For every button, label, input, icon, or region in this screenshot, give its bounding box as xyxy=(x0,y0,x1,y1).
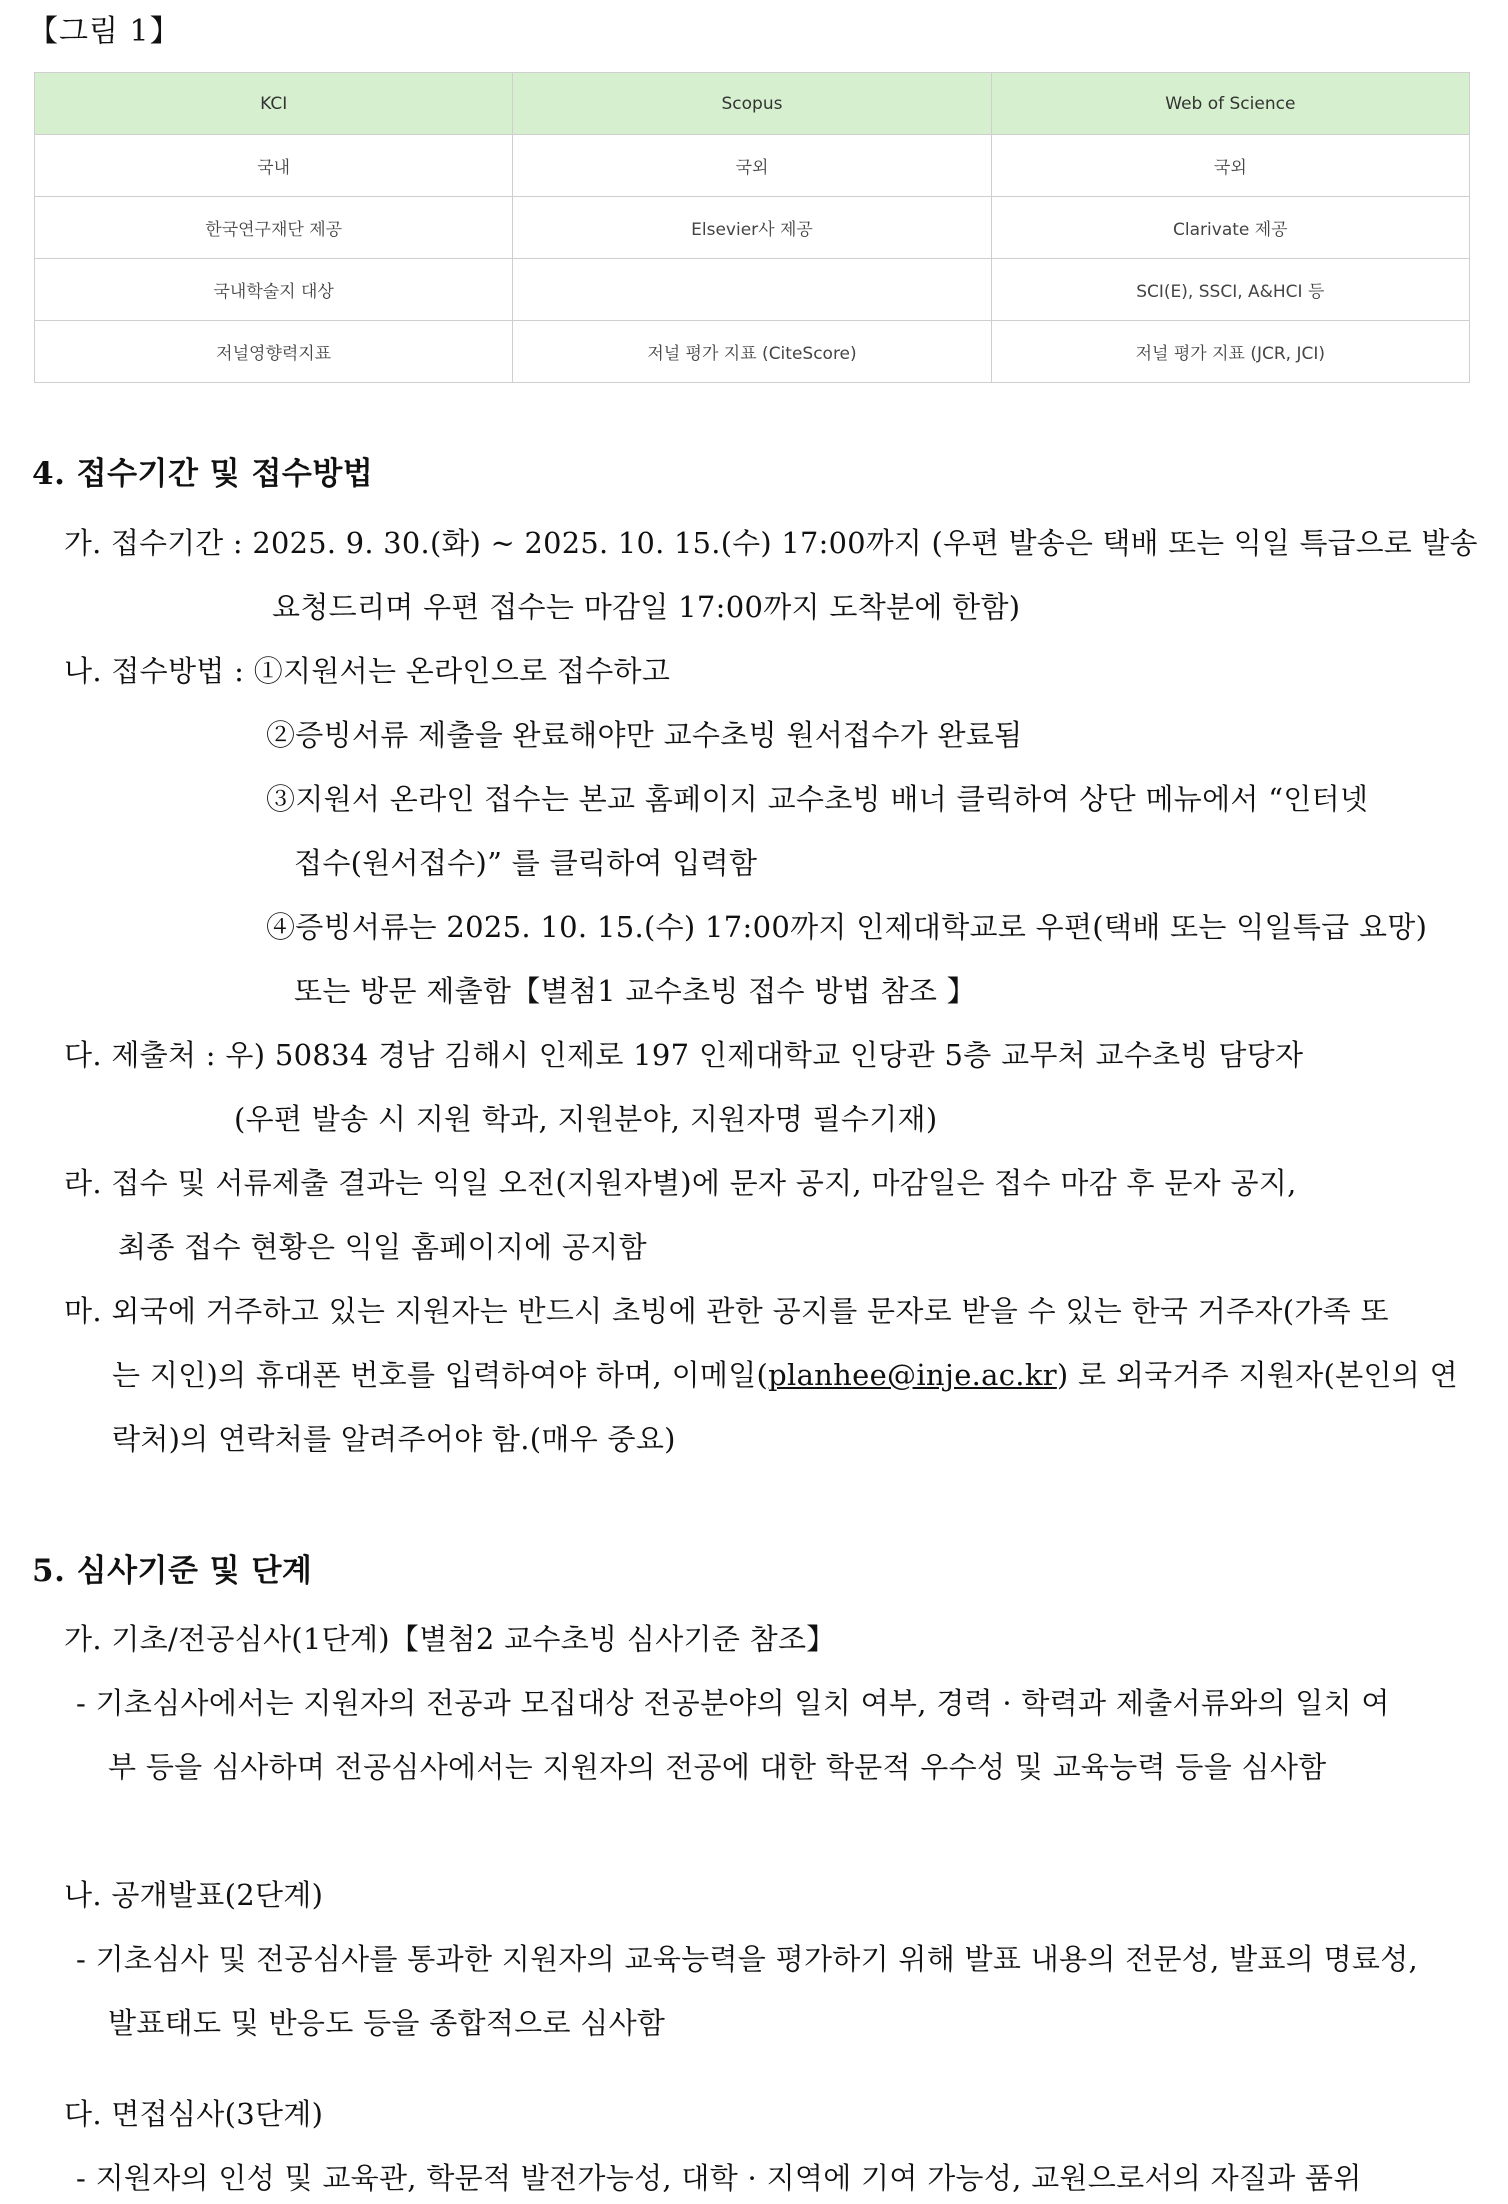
table-cell: 저널 평가 지표 (JCR, JCI) xyxy=(991,321,1469,383)
overseas-line-2-post: ) 로 외국거주 지원자(본인의 연 xyxy=(1056,1358,1458,1392)
stage1-desc-line-1: - 기초심사에서는 지원자의 전공과 모집대상 전공분야의 일치 여부, 경력 · 학력과 제출서류와의 일치 여 xyxy=(76,1686,1390,1720)
table-cell: 국내학술지 대상 xyxy=(35,259,513,321)
table-cell: 국내 xyxy=(35,135,513,197)
table-cell: SCI(E), SSCI, A&HCI 등 xyxy=(991,259,1469,321)
result-notice-line-1: 라. 접수 및 서류제출 결과는 익일 오전(지원자별)에 문자 공지, 마감일은 접수 마감 후 문자 공지, xyxy=(64,1166,1297,1200)
table-row xyxy=(35,135,1470,197)
stage3-desc-line-1: - 지원자의 인성 및 교육관, 학문적 발전가능성, 대학 · 지역에 기여 가능성, 교원으로서의 자질과 품위 xyxy=(76,2161,1362,2195)
table-cell xyxy=(513,259,991,321)
table-cell: 한국연구재단 제공 xyxy=(35,197,513,259)
submit-address-line-2: (우편 발송 시 지원 학과, 지원분야, 지원자명 필수기재) xyxy=(234,1102,938,1136)
method-line-6: 또는 방문 제출함【별첨1 교수초빙 접수 방법 참조 】 xyxy=(294,974,976,1008)
email-link[interactable]: planhee@inje.ac.kr xyxy=(768,1358,1057,1392)
header-cell: Scopus xyxy=(513,73,991,135)
table-cell: 국외 xyxy=(513,135,991,197)
method-line-3: ③지원서 온라인 접수는 본교 홈페이지 교수초빙 배너 클릭하여 상단 메뉴에서 “인터넷 xyxy=(266,782,1369,816)
method-line-5: ④증빙서류는 2025. 10. 15.(수) 17:00까지 인제대학교로 우편(택배 또는 익일특급 요망) xyxy=(266,910,1428,944)
table-cell: 국외 xyxy=(991,135,1469,197)
overseas-line-2-pre: 는 지인)의 휴대폰 번호를 입력하여야 하며, 이메일( xyxy=(112,1358,769,1392)
method-line-4: 접수(원서접수)” 를 클릭하여 입력함 xyxy=(294,846,758,880)
table-cell: 저널 평가 지표 (CiteScore) xyxy=(513,321,991,383)
result-notice-line-2: 최종 접수 현황은 익일 홈페이지에 공지함 xyxy=(118,1230,647,1264)
overseas-line-2 xyxy=(112,1353,1458,1394)
header-cell: KCI xyxy=(35,73,513,135)
stage2-title: 나. 공개발표(2단계) xyxy=(64,1878,324,1912)
table-row xyxy=(35,259,1470,321)
index-comparison-table xyxy=(34,72,1470,383)
table-cell: Clarivate 제공 xyxy=(991,197,1469,259)
table-cell: 저널영향력지표 xyxy=(35,321,513,383)
overseas-line-1: 마. 외국에 거주하고 있는 지원자는 반드시 초빙에 관한 공지를 문자로 받을 수 있는 한국 거주자(가족 또 xyxy=(64,1294,1389,1328)
period-line-1: 가. 접수기간 : 2025. 9. 30.(화) ~ 2025. 10. 15.(수) 17:00까지 (우편 발송은 택배 또는 익일 특급으로 발송 xyxy=(64,526,1478,560)
overseas-line-3: 락처)의 연락처를 알려주어야 함.(매우 중요) xyxy=(112,1422,676,1456)
table-cell: Elsevier사 제공 xyxy=(513,197,991,259)
stage1-title: 가. 기초/전공심사(1단계)【별첨2 교수초빙 심사기준 참조】 xyxy=(64,1622,836,1656)
section-5-title: 5. 심사기준 및 단계 xyxy=(32,1553,313,1589)
table-row xyxy=(35,321,1470,383)
submit-address-line-1: 다. 제출처 : 우) 50834 경남 김해시 인제로 197 인제대학교 인당관 5층 교무처 교수초빙 담당자 xyxy=(64,1038,1304,1072)
figure-label: 【그림 1】 xyxy=(28,14,181,49)
stage2-desc-line-2: 발표태도 및 반응도 등을 종합적으로 심사함 xyxy=(108,2006,666,2040)
table-row xyxy=(35,197,1470,259)
stage3-title: 다. 면접심사(3단계) xyxy=(64,2097,324,2131)
section-4-title: 4. 접수기간 및 접수방법 xyxy=(32,456,374,492)
stage2-desc-line-1: - 기초심사 및 전공심사를 통과한 지원자의 교육능력을 평가하기 위해 발표 내용의 전문성, 발표의 명료성, xyxy=(76,1942,1419,1976)
period-line-2: 요청드리며 우편 접수는 마감일 17:00까지 도착분에 한함) xyxy=(272,590,1021,624)
method-line-2: ②증빙서류 제출을 완료해야만 교수초빙 원서접수가 완료됨 xyxy=(266,718,1023,752)
method-line-1: 나. 접수방법 : ①지원서는 온라인으로 접수하고 xyxy=(64,654,671,688)
header-cell: Web of Science xyxy=(991,73,1469,135)
table-header-row xyxy=(35,73,1470,135)
stage1-desc-line-2: 부 등을 심사하며 전공심사에서는 지원자의 전공에 대한 학문적 우수성 및 교육능력 등을 심사함 xyxy=(108,1750,1327,1784)
